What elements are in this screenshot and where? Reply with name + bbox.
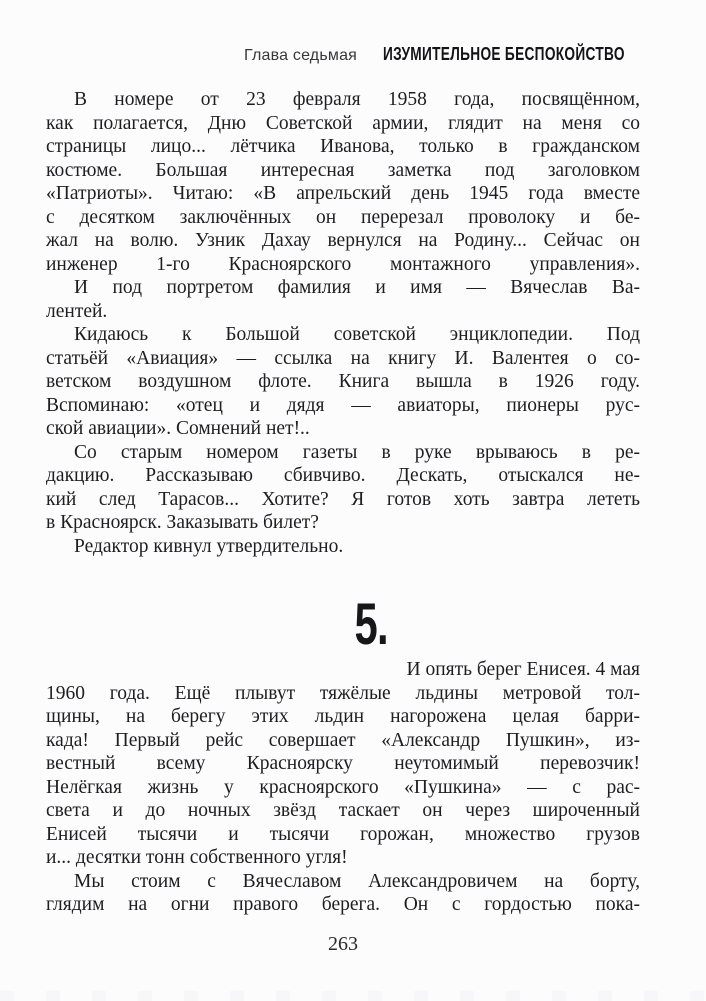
scan-noise-edge	[0, 991, 706, 1001]
text-line: ветском воздушном флоте. Книга вышла в 1926 году.	[46, 371, 640, 392]
text-line: 1960 года. Ещё плывут тяжёлые льдины метровой тол-	[46, 682, 640, 704]
body-text	[46, 88, 640, 917]
text-line: «Патриоты». Читаю: «В апрельский день 1945 года вместе	[46, 183, 640, 204]
text-line: страницы лицо... лётчика Иванова, только в гражданском	[46, 136, 640, 157]
text-line: кий след Тарасов... Хотите? Я готов хоть завтра лететь	[46, 488, 640, 510]
text-line: с десятком заключённых он перерезал проволоку и бе-	[46, 206, 640, 228]
text-line: статьёй «Авиация» — ссылка на книгу И. Валентея о со-	[46, 347, 640, 369]
text-line: щины, на берегу этих льдин нагорожена целая барри-	[46, 706, 640, 727]
page-number: 263	[328, 933, 358, 955]
text-line: И опять берег Енисея. 4 мая	[406, 659, 640, 680]
text-line: ской авиации». Сомнений нет!..	[46, 418, 310, 439]
text-line: Нелёгкая жизнь у красноярского «Пушкина» — с рас-	[46, 776, 640, 798]
text-line: Со старым номером газеты в руке врываюсь в ре-	[74, 441, 640, 463]
section-number	[46, 592, 640, 657]
text-line: лентей.	[46, 300, 108, 322]
text-line: костюме. Большая интересная заметка под заголовком	[46, 159, 640, 181]
text-line: када! Первый рейс совершает «Александр Пушкин», из-	[46, 729, 640, 751]
section-number-text: 5.	[354, 592, 388, 657]
text-line: дакцию. Рассказываю сбивчиво. Дескать, отыскался не-	[46, 465, 640, 486]
text-line: В номере от 23 февраля 1958 года, посвящённом,	[74, 89, 640, 110]
text-line: вестный всему Красноярску неутомимый перевозчик!	[46, 753, 640, 774]
text-line: света и до ночных звёзд таскает он через широченный	[46, 800, 640, 821]
chapter-title: ИЗУМИТЕЛЬНОЕ БЕСПОКОЙСТВО	[383, 44, 625, 64]
text-line: глядим на огни правого берега. Он с гордостью пока-	[46, 894, 640, 915]
text-line: Редактор кивнул утвердительно.	[74, 535, 344, 557]
text-line: жал на волю. Узник Дахау вернулся на Родину... Сейчас он	[46, 230, 640, 251]
text-line: инженер 1-го Красноярского монтажного управления».	[46, 253, 640, 275]
text-line: И под портретом фамилия и имя — Вячеслав Ва-	[74, 277, 640, 298]
text-line: в Красноярск. Заказывать билет?	[46, 512, 319, 533]
text-line: Енисей тысячи и тысячи горожан, множество грузов	[46, 823, 640, 845]
text-line: Кидаюсь к Большой советской энциклопедии. Под	[74, 324, 640, 345]
running-head	[244, 44, 701, 65]
text-line: и... десятки тонн собственного угля!	[46, 847, 348, 868]
text-line: Вспоминаю: «отец и дядя — авиаторы, пионеры рус-	[46, 394, 640, 416]
chapter-label: Глава седьмая	[244, 47, 358, 64]
text-line: Мы стоим с Вячеславом Александровичем на борту,	[74, 870, 640, 892]
text-line: как полагается, Дню Советской армии, глядит на меня со	[46, 112, 640, 134]
